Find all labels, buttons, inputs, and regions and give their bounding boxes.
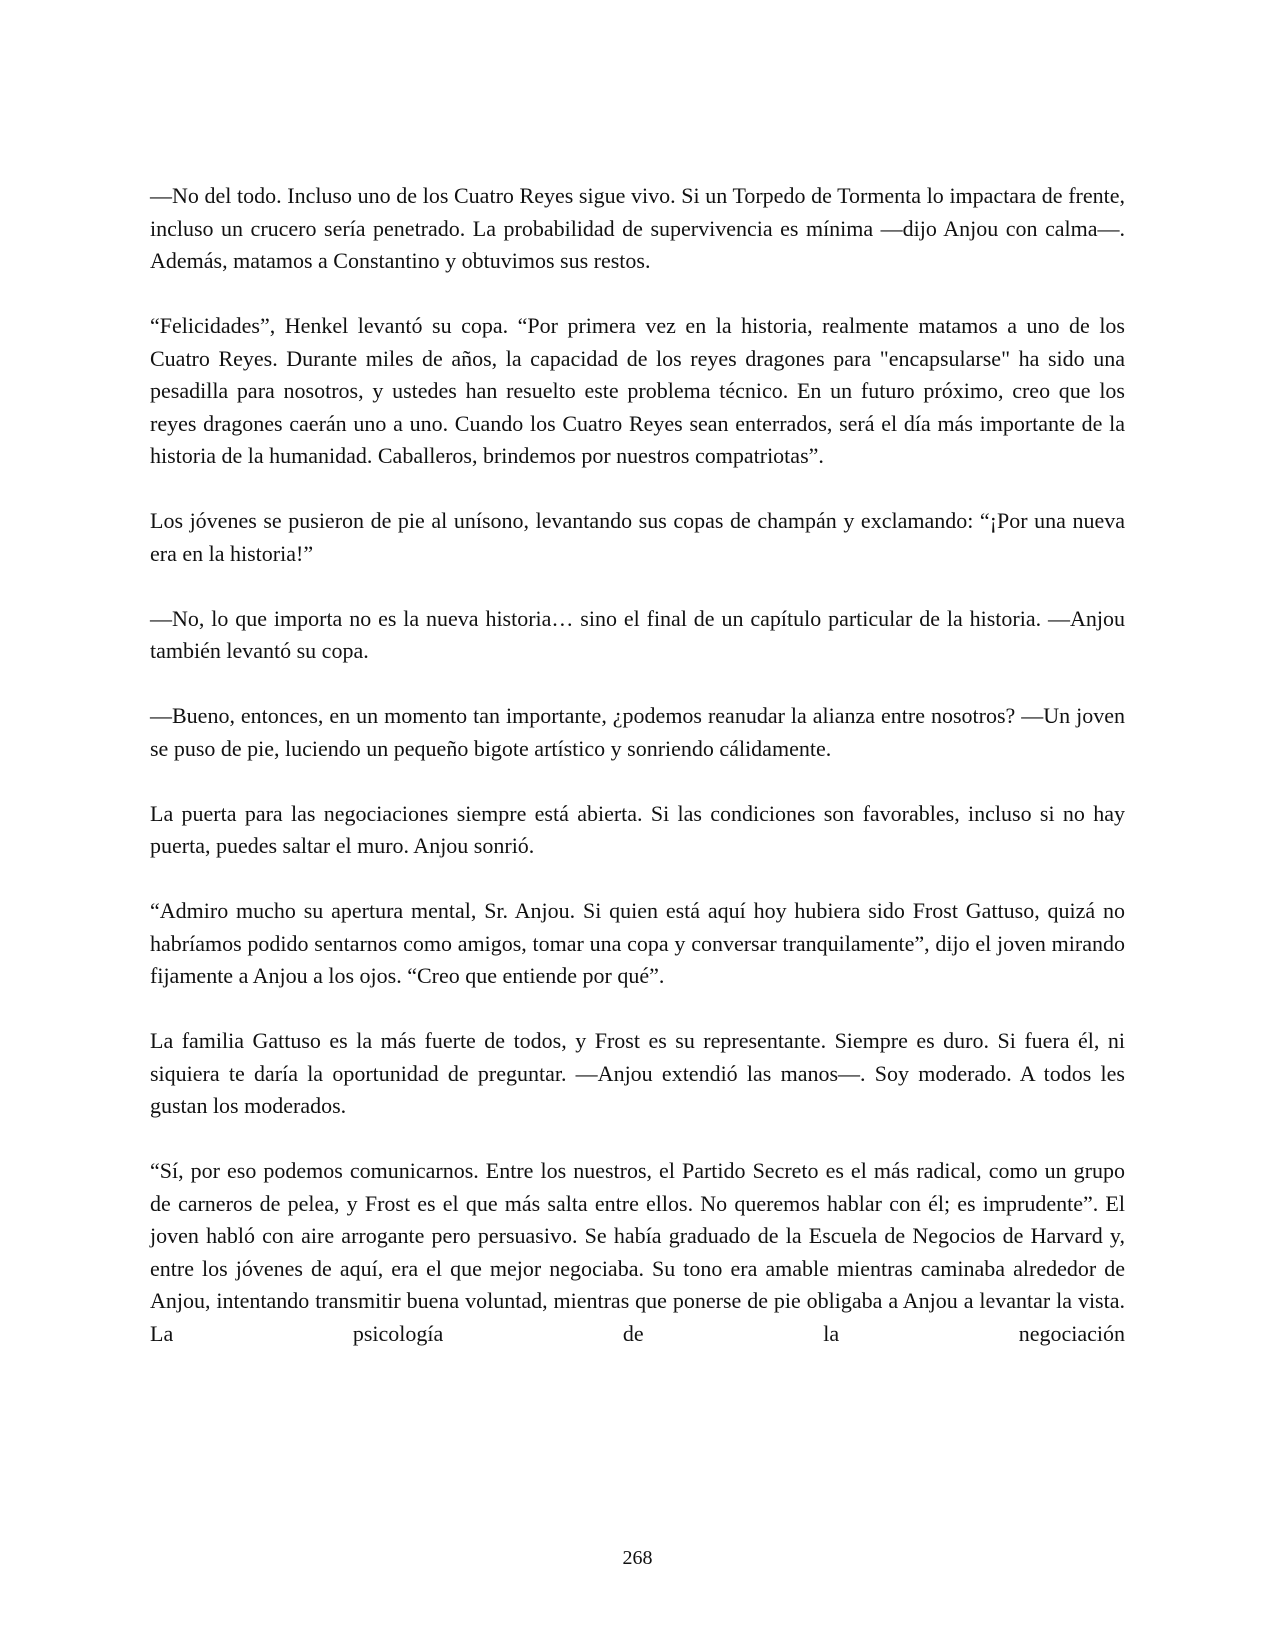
paragraph-4: —No, lo que importa no es la nueva historia… sino el final de un capítulo particular de la historia. —Anjou también levantó su copa. [150, 605, 1125, 663]
paragraph-9: “Sí, por eso podemos comunicarnos. Entre los nuestros, el Partido Secreto es el más radical, como un grupo de carneros de pelea, y Frost es el que más salta entre ellos. No queremos hablar con él; es imprudente”. El joven habló con aire arrogante pero persuasivo. Se había graduado de la Escuela de Negocios de Harvard y, entre los jóvenes de aquí, era el que mejor negociaba. Su tono era amable mientras caminaba alrededor de Anjou, intentando transmitir buena voluntad, mientras que ponerse de pie obligaba a Anjou a levantar la vista. La psicología de la negociación [150, 1158, 1125, 1346]
paragraph-1: —No del todo. Incluso uno de los Cuatro Reyes sigue vivo. Si un Torpedo de Tormenta lo impactara de frente, incluso un crucero sería penetrado. La probabilidad de supervivencia es mínima —dijo Anjou con calma—. Además, matamos a Constantino y obtuvimos sus restos. [150, 183, 1125, 273]
page-number: 268 [622, 1547, 653, 1569]
paragraph-3: Los jóvenes se pusieron de pie al unísono, levantando sus copas de champán y exclamando: “¡Por una nueva era en la historia!” [150, 508, 1125, 566]
paragraph-8: La familia Gattuso es la más fuerte de todos, y Frost es su representante. Siempre es duro. Si fuera él, ni siquiera te daría la oportunidad de preguntar. —Anjou extendió las manos—. Soy moderado. A todos les gustan los moderados. [150, 1028, 1125, 1118]
paragraph-2: “Felicidades”, Henkel levantó su copa. “Por primera vez en la historia, realmente matamos a uno de los Cuatro Reyes. Durante miles de años, la capacidad de los reyes dragones para "encapsularse" ha sido una pesadilla para nosotros, y ustedes han resuelto este problema técnico. En un futuro próximo, creo que los reyes dragones caerán uno a uno. Cuando los Cuatro Reyes sean enterrados, será el día más importante de la historia de la humanidad. Caballeros, brindemos por nuestros compatriotas”. [150, 313, 1125, 468]
body-text [150, 180, 1125, 1350]
paragraph-7: “Admiro mucho su apertura mental, Sr. Anjou. Si quien está aquí hoy hubiera sido Frost Gattuso, quizá no habríamos podido sentarnos como amigos, tomar una copa y conversar tranquilamente”, dijo el joven mirando fijamente a Anjou a los ojos. “Creo que entiende por qué”. [150, 898, 1125, 988]
paragraph-5: —Bueno, entonces, en un momento tan importante, ¿podemos reanudar la alianza entre nosotros? —Un joven se puso de pie, luciendo un pequeño bigote artístico y sonriendo cálidamente. [150, 703, 1125, 761]
paragraph-6: La puerta para las negociaciones siempre está abierta. Si las condiciones son favorables, incluso si no hay puerta, puedes saltar el muro. Anjou sonrió. [150, 800, 1125, 858]
